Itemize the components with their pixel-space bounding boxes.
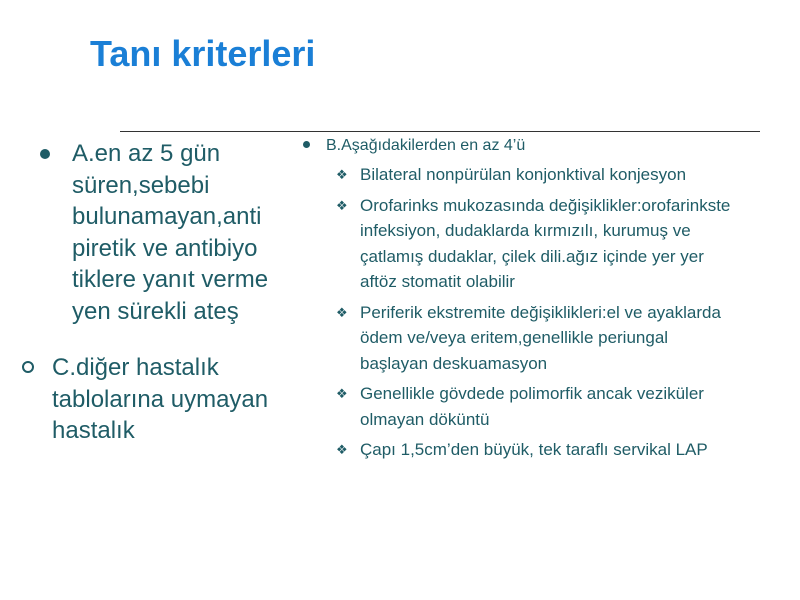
list-item <box>336 300 740 377</box>
list-item-text: Periferik ekstremite değişiklikleri:el ve ayaklarda ödem ve/veya eritem,genellikle periungal başlayan deskuamasyon <box>360 302 721 373</box>
bullet-dot-icon <box>303 141 310 148</box>
diamond-bullet-icon: ❖ <box>336 198 348 214</box>
criterion-a <box>72 138 302 327</box>
criterion-a-text: A.en az 5 gün süren,sebebi bulunamayan,anti piretik ve antibiyo tiklere yanıt verme yen sürekli ateş <box>72 140 269 325</box>
list-item-text: Bilateral nonpürülan konjonktival konjesyon <box>360 165 687 184</box>
title-divider <box>120 131 760 132</box>
criterion-c-text: C.diğer hastalık tablolarına uymayan hastalık <box>52 354 269 444</box>
list-item <box>336 381 740 432</box>
list-item-text: Genellikle gövdede polimorfik ancak veziküler olmayan döküntü <box>360 384 704 429</box>
criterion-b <box>326 136 525 156</box>
slide-title: Tanı kriterleri <box>90 33 316 74</box>
diamond-bullet-icon: ❖ <box>336 305 348 321</box>
criterion-c <box>52 352 302 447</box>
bullet-ring-icon <box>22 361 34 373</box>
diamond-bullet-icon: ❖ <box>336 387 348 402</box>
bullet-dot-icon <box>40 149 50 159</box>
list-item <box>336 437 740 463</box>
diamond-bullet-icon: ❖ <box>336 168 348 183</box>
list-item-text: Çapı 1,5cm’den büyük, tek taraflı servikal LAP <box>360 440 708 459</box>
criterion-b-list <box>336 162 740 468</box>
criterion-b-text: B.Aşağıdakilerden en az 4’ü <box>326 137 526 154</box>
list-item-text: Orofarinks mukozasında değişiklikler:orofarinkste infeksiyon, dudaklarda kırmızılı, kurumuş ve çatlamış dudaklar, çilek dili.ağız içinde yer yer aftöz stomatit olabilir <box>360 195 731 291</box>
diamond-bullet-icon: ❖ <box>336 443 348 458</box>
list-item <box>336 193 740 295</box>
list-item <box>336 162 740 188</box>
